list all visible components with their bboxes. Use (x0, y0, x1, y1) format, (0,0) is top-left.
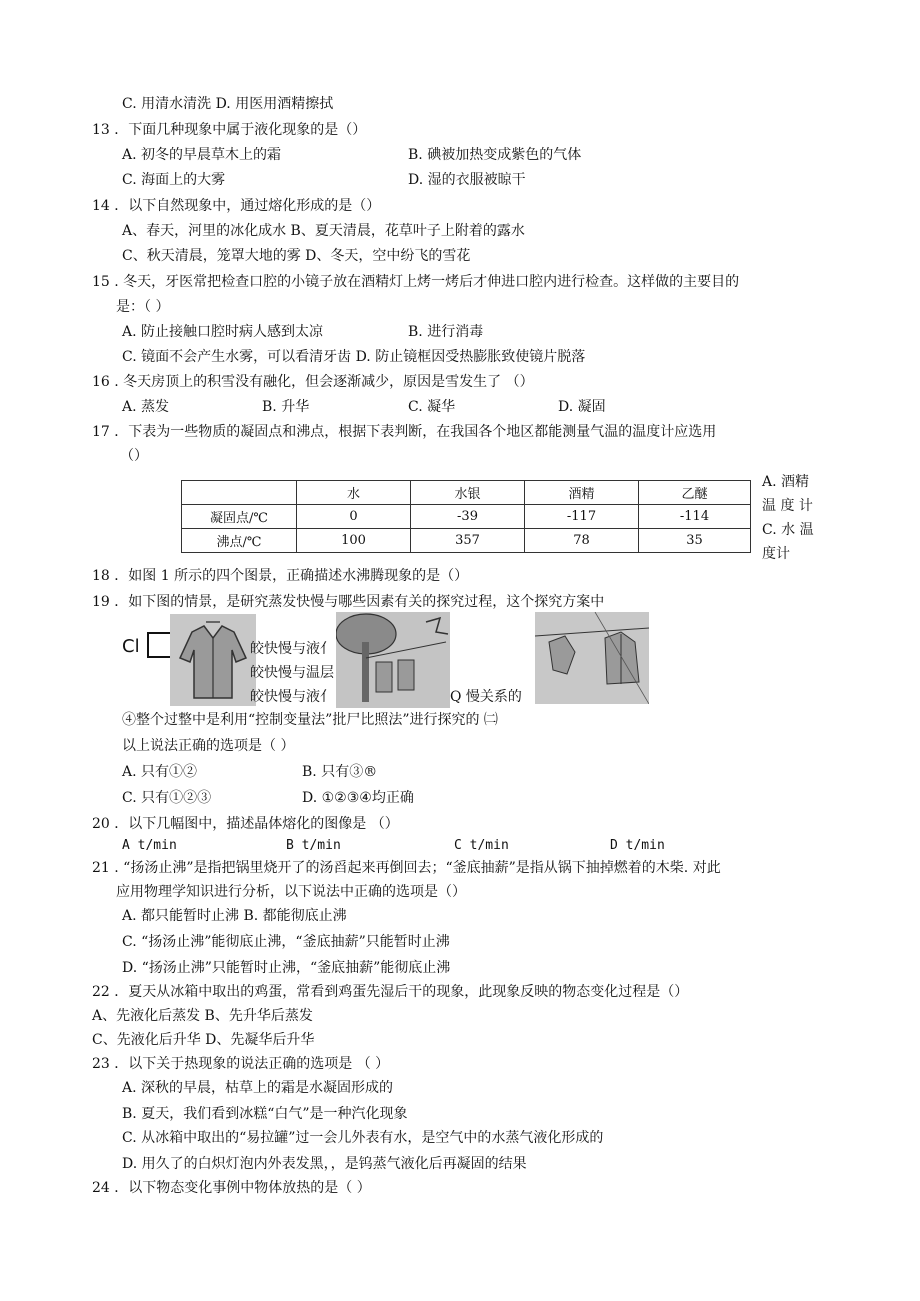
table-header-row (182, 481, 751, 505)
q22-stem: 22 ．夏天从冰箱中取出的鸡蛋，常看到鸡蛋先湿后干的现象，此现象反映的物态变化过程是（） (92, 984, 689, 1000)
table-header-cell: 乙醚 (639, 481, 751, 505)
q20-option-a: A t/min (122, 838, 177, 853)
q20-option-d: D t/min (610, 838, 665, 853)
table-cell: 沸点/℃ (182, 529, 297, 553)
q19-question: 以上说法正确的选项是（ ） (122, 738, 295, 754)
q21-options-ab: A. 都只能暂时止沸 B. 都能彻底止沸 (122, 908, 347, 924)
q15-stem: 15 . 冬天，牙医常把检查口腔的小镜子放在酒精灯上烤一烤后才伸进口腔内进行检查。这样做的主要目的 (92, 274, 740, 290)
q21-stem: 21 . “扬汤止沸”是指把锅里烧开了的汤舀起来再倒回去；“釜底抽薪”是指从锅下抽掉燃着的木柴. 对此 (92, 860, 721, 876)
table-cell: -39 (411, 505, 525, 529)
q23-option-a: A. 深秋的早晨，枯草上的霜是水凝固形成的 (122, 1080, 394, 1096)
q13-option-c: C. 海面上的大雾 (122, 172, 226, 188)
table-cell: 100 (297, 529, 411, 553)
q20-option-b: B t/min (286, 838, 341, 853)
figure-cl-label: Cl (122, 636, 140, 657)
q19-statement-4: ④整个过整中是利用“控制变量法”批尸比照法”进行探究的 ㈡ (122, 712, 498, 728)
table-cell: 凝固点/℃ (182, 505, 297, 529)
q16-option-d: D. 凝固 (558, 399, 606, 415)
q23-option-d: D. 用久了的白炽灯泡内外表发黑，，是钨蒸气液化后再凝固的结果 (122, 1156, 527, 1172)
q15-option-a: A. 防止接触口腔时病人感到太凉 (122, 324, 324, 340)
q17-stem-cont: （） (120, 448, 148, 464)
table-cell: -114 (639, 505, 751, 529)
q13-option-d: D. 湿的衣服被晾干 (408, 172, 526, 188)
table-row (182, 505, 751, 529)
table-cell: 35 (639, 529, 751, 553)
table-cell: -117 (525, 505, 639, 529)
figure-overlay-text: Q 慢关系的 (450, 689, 522, 705)
q19-stem: 19 ．如下图的情景，是研究蒸发快慢与哪些因素有关的探究过程，这个探究方案中 (92, 594, 605, 610)
q15-option-b: B. 进行消毒 (408, 324, 484, 340)
q16-stem: 16 . 冬天房顶上的积雪没有融化，但会逐渐减少，原因是雪发生了 （） (92, 374, 534, 390)
q15-stem-cont: 是：（ ） (116, 299, 170, 315)
clothes-line-image (535, 612, 649, 704)
q13-option-b: B. 碘被加热变成紫色的气体 (408, 147, 582, 163)
melting-boiling-table (181, 480, 751, 553)
side-option-line: A. 酒精 (762, 474, 810, 490)
q16-option-a: A. 蒸发 (122, 399, 170, 415)
q13-option-a: A. 初冬的早晨草木上的霜 (122, 147, 282, 163)
q22-options-cd: C、先液化后升华 D、先凝华后升华 (92, 1032, 315, 1048)
figure-overlay-text: 皎快慢与液亻 (250, 641, 334, 657)
figure-overlay-text: 皎快慢与液亻 (250, 689, 334, 705)
table-cell: 357 (411, 529, 525, 553)
q12-options-cd: C. 用清水清洗 D. 用医用酒精擦拭 (122, 96, 334, 112)
table-header-cell: 水 (297, 481, 411, 505)
side-option-line: 温 度 计 (762, 498, 813, 514)
q21-option-d: D. “扬汤止沸”只能暂时止沸，“釜底抽薪”能彻底止沸 (122, 960, 451, 976)
q19-option-a: A. 只有①② (122, 764, 198, 780)
q23-option-c: C. 从冰箱中取出的“易拉罐”过一会儿外表有水，是空气中的水蒸气液化形成的 (122, 1130, 604, 1146)
tree-clothes-image (336, 612, 450, 708)
q16-option-b: B. 升华 (262, 399, 310, 415)
q18-stem: 18 ．如图 1 所示的四个图景，正确描述水沸腾现象的是（） (92, 568, 469, 584)
q21-stem-cont: 应用物理学知识进行分析，以下说法中正确的选项是（） (116, 884, 466, 900)
side-option-line: 度计 (762, 546, 790, 562)
figure-bracket (147, 632, 171, 658)
q20-stem: 20 ．以下几幅图中，描述晶体熔化的图像是 （） (92, 816, 399, 832)
q15-options-cd: C. 镜面不会产生水雾，可以看清牙齿 D. 防止镜框因受热膨胀致使镜片脱落 (122, 349, 586, 365)
table-cell: 0 (297, 505, 411, 529)
jacket-image (170, 614, 256, 706)
q23-option-b: B. 夏天，我们看到冰糕“白气”是一种汽化现象 (122, 1106, 408, 1122)
table-header-cell: 水银 (411, 481, 525, 505)
q24-stem: 24 ．以下物态变化事例中物体放热的是（ ） (92, 1180, 371, 1196)
q13-stem: 13 ．下面几种现象中属于液化现象的是（） (92, 122, 367, 138)
q23-stem: 23 ．以下关于热现象的说法正确的选项是 （ ） (92, 1056, 390, 1072)
table-header-cell: 酒精 (525, 481, 639, 505)
q14-stem: 14 ．以下自然现象中，通过熔化形成的是（） (92, 198, 381, 214)
q17-side-options (762, 470, 828, 566)
q14-options-ab: A、春天，河里的冰化成水 B、夏天清晨，花草叶子上附着的露水 (122, 223, 525, 239)
q16-option-c: C. 凝华 (408, 399, 456, 415)
table-row (182, 529, 751, 553)
q20-option-c: C t/min (454, 838, 509, 853)
figure-overlay-text: 皎快慢与温层 (250, 665, 334, 681)
q17-stem: 17 ．下表为一些物质的凝固点和沸点，根据下表判断，在我国各个地区都能测量气温的温度计应选用 (92, 424, 717, 440)
q19-option-c: C. 只有①②③ (122, 790, 212, 806)
q21-option-c: C. “扬汤止沸”能彻底止沸，“釜底抽薪”只能暂时止沸 (122, 934, 450, 950)
table-cell: 78 (525, 529, 639, 553)
side-option-line: C. 水 温 (762, 522, 814, 538)
q22-options-ab: A、先液化后蒸发 B、先升华后蒸发 (92, 1008, 313, 1024)
q19-option-d: D. ①②③④均正确 (302, 790, 414, 806)
table-header-cell (182, 481, 297, 505)
q14-options-cd: C、秋天清晨，笼罩大地的雾 D、冬天，空中纷飞的雪花 (122, 248, 471, 264)
q19-option-b: B. 只有③® (302, 764, 378, 780)
